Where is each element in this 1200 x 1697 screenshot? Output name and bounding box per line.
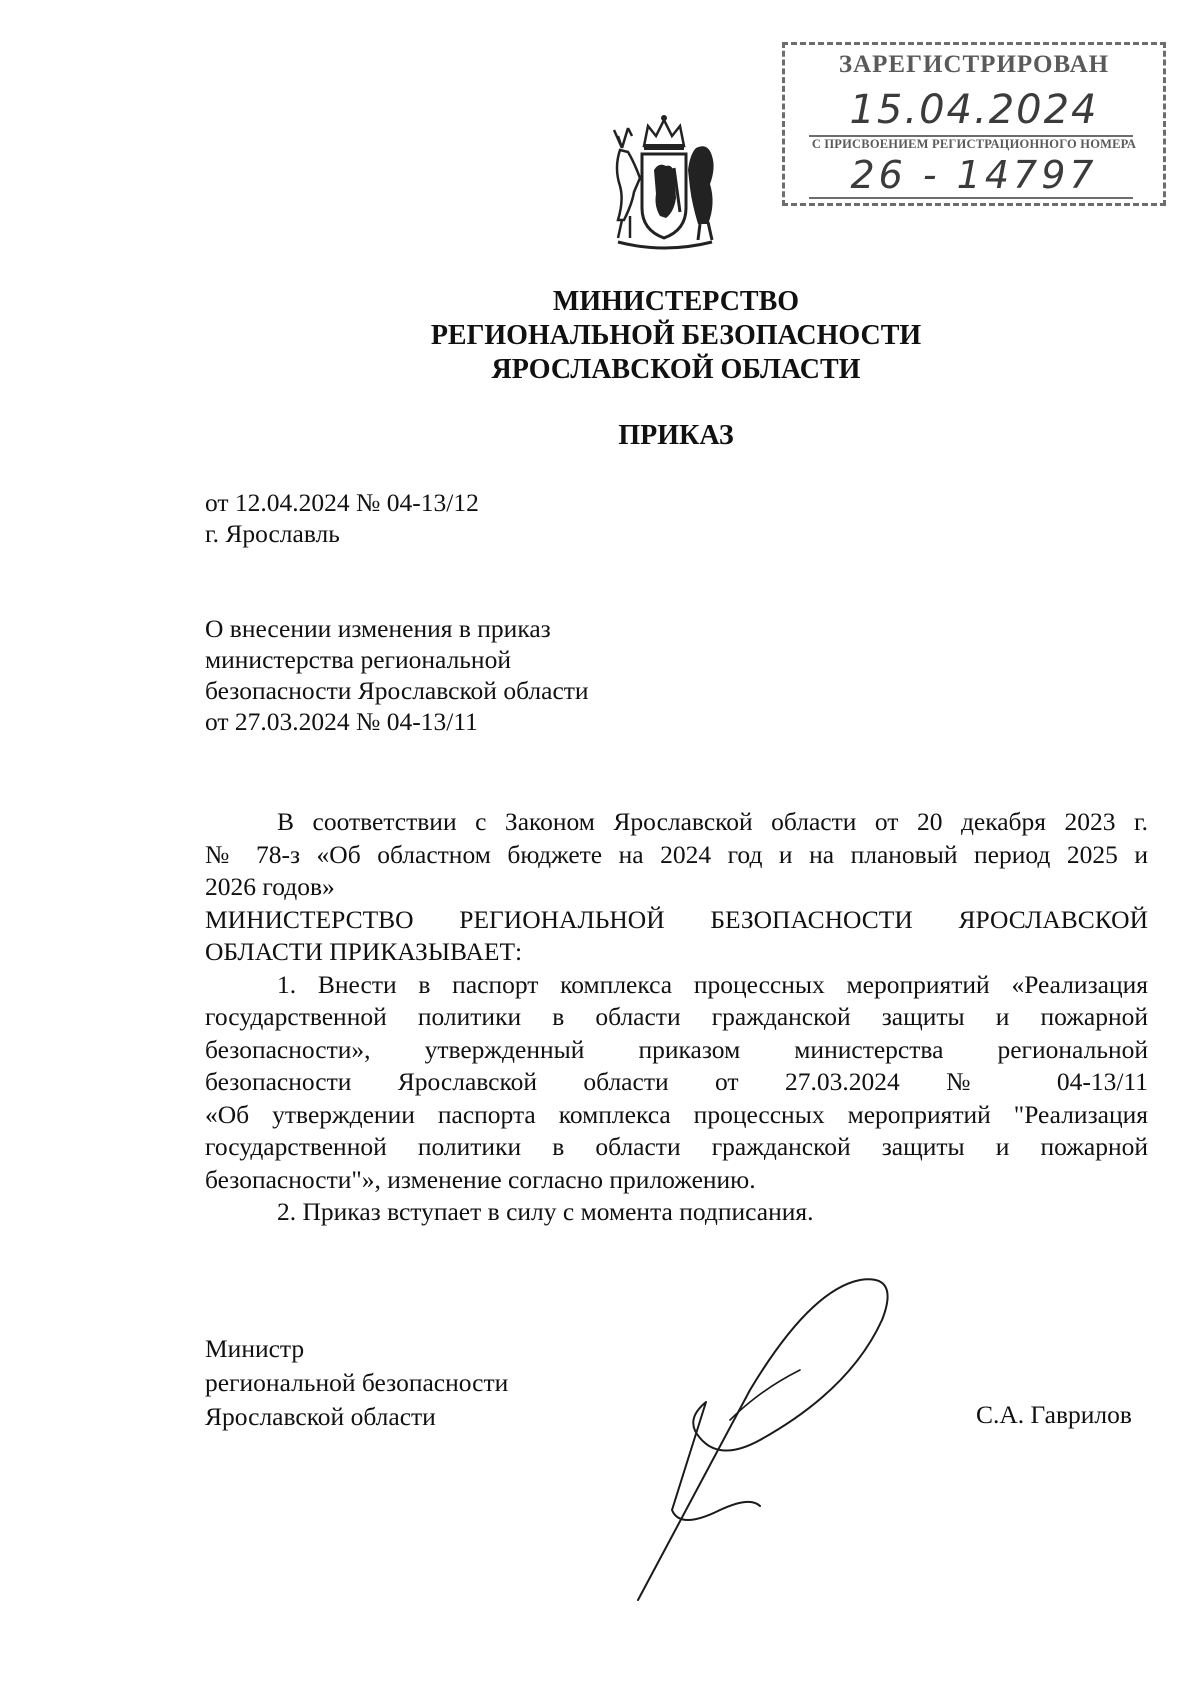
ministry-line: МИНИСТЕРСТВО (552, 286, 800, 317)
subject-line: от 27.03.2024 № 04-13/11 (205, 707, 478, 736)
preamble-line: В соответствии с Законом Ярославской области от 20 декабря 2023 г. (277, 807, 1148, 836)
item1-line: «Об утверждении паспорта комплекса процессных мероприятий "Реализация (205, 1099, 1148, 1129)
order-words-line: МИНИСТЕРСТВО РЕГИОНАЛЬНОЙ БЕЗОПАСНОСТИ ЯРОСЛАВСКОЙ (205, 904, 1148, 934)
order-words-line: ОБЛАСТИ ПРИКАЗЫВАЕТ: (205, 937, 523, 966)
signer-position-line: региональной безопасности (205, 1368, 509, 1397)
item1-line: безопасности», утвержденный приказом министерства региональной (205, 1034, 1148, 1064)
subject-line: О внесении изменения в приказ (205, 614, 551, 643)
signer-position (205, 1332, 508, 1434)
item1-line: 1. Внести в паспорт комплекса процессных мероприятий «Реализация (277, 969, 1148, 999)
document-type: ПРИКАЗ (618, 420, 734, 451)
registration-stamp (782, 42, 1166, 206)
coat-of-arms-icon (604, 108, 724, 258)
subject-line: министерства региональной (205, 645, 511, 674)
stamp-divider (809, 197, 1133, 199)
stamp-subtitle: С ПРИСВОЕНИЕМ РЕГИСТРАЦИОННОГО НОМЕРА (811, 137, 1137, 151)
stamp-registration-number: 26 - 14797 (850, 153, 1098, 197)
item1-line: государственной политики в области гражданской защиты и пожарной (205, 1002, 1148, 1031)
subject-line: безопасности Ярославской области (205, 676, 589, 705)
item1-line: безопасности Ярославской области от 27.03.2024 № 04-13/11 (205, 1067, 1148, 1096)
item1-line: государственной политики в области гражданской защиты и пожарной (205, 1132, 1148, 1161)
item2-line: 2. Приказ вступает в силу с момента подписания. (277, 1197, 814, 1226)
handwritten-signature (610, 1270, 930, 1610)
ministry-header (300, 285, 1052, 387)
order-subject (205, 613, 589, 737)
preamble-line: № 78-з «Об областном бюджете на 2024 год и на плановый период 2025 и (205, 839, 1148, 869)
order-body (205, 806, 1148, 1229)
order-date-number: от 12.04.2024 № 04-13/12 (205, 488, 479, 517)
signer-name: С.А. Гаврилов (976, 1400, 1132, 1429)
signer-position-line: Министр (205, 1334, 305, 1363)
ministry-line: РЕГИОНАЛЬНОЙ БЕЗОПАСНОСТИ (430, 320, 922, 351)
signer-position-line: Ярославской области (205, 1402, 436, 1431)
stamp-title: ЗАРЕГИСТРИРОВАН (838, 51, 1110, 78)
ministry-line: ЯРОСЛАВСКОЙ ОБЛАСТИ (491, 354, 861, 385)
preamble-line: 2026 годов» (205, 872, 335, 901)
item1-line: безопасности"», изменение согласно приложению. (205, 1164, 756, 1194)
order-city: г. Ярославль (205, 519, 340, 548)
stamp-date: 15.04.2024 (849, 87, 1099, 133)
